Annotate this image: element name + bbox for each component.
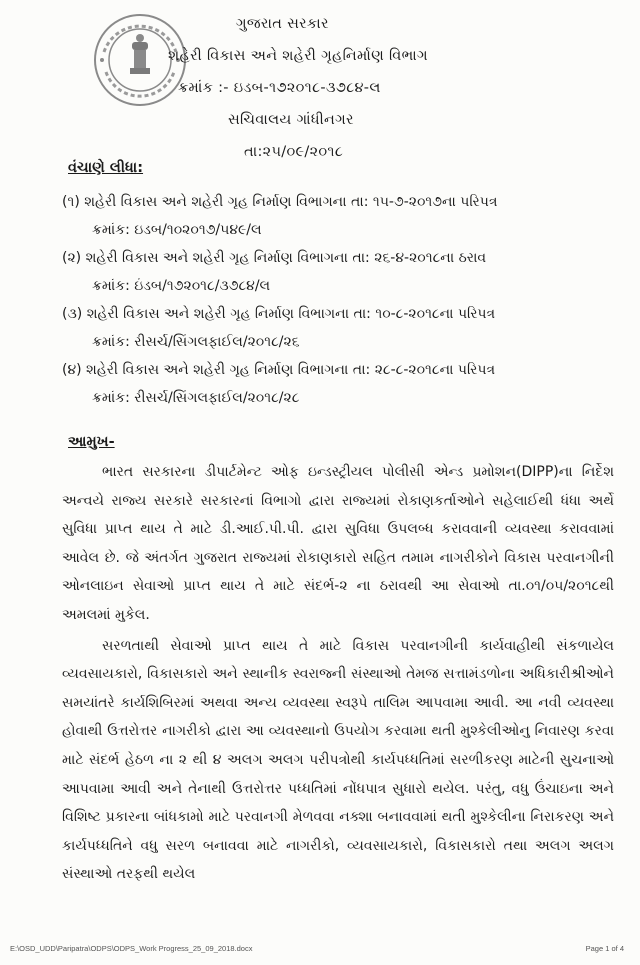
issue-place: સચિવાલય ગાંધીનગર bbox=[228, 112, 354, 128]
reference-item bbox=[62, 356, 622, 412]
government-name: ગુજરાત સરકાર bbox=[236, 16, 329, 32]
preamble-heading: આમુખ- bbox=[68, 434, 115, 450]
order-number: ક્રમાંક :- ઇડબ-૧૭૨૦૧૮-૩૭૮૪-લ bbox=[178, 80, 381, 96]
preamble-paragraph-1: ભારત સરકારના ડીપાર્ટમેન્ટ ઓફ ઇન્ડસ્ટ્રીયલ પોલીસી એન્ડ પ્રમોશન(DIPP)ના નિર્દેશ અન્વયે રાજ્ય સરકારે સરકારનાં વિભાગો દ્વારા રાજ્યમાં રોકાણકર્તાઓને સહેલાઈથી ધંધા અર્થે સુવિધા પ્રાપ્ત થાય તે માટે ડી.આઈ.પી.પી. દ્વારા સુવિધા ઉપલબ્ધ કરાવવાની વ્યવસ્થા કરાવવામાં આવેલ છે. જે અંતર્ગત ગુજરાત રાજ્યમાં રોકાણકારો સહિત તમામ નાગરીકોને વિકાસ પરવાનગીની ઓનલાઇન સેવાઓ પ્રાપ્ત થાય તે માટે સંદર્ભ-૨ ના ઠરાવથી આ સેવાઓ તા.૦૧/૦૫/૨૦૧૮થી અમલમાં મુકેલ. bbox=[62, 464, 614, 623]
reference-title: (૧) શહેરી વિકાસ અને શહેરી ગૃહ નિર્માણ વિભાગના તા: ૧૫-૭-૨૦૧૭ના પરિપત્ર bbox=[62, 194, 498, 210]
footer-file-path: E:\OSD_UDD\Paripatra\ODPS\ODPS_Work Progress_25_09_2018.docx bbox=[10, 944, 253, 953]
references-list bbox=[62, 188, 622, 412]
reference-number: ક્રમાંક: ઇંડબ/૧૭૨૦૧૮/૩૭૮૪/લ bbox=[92, 278, 271, 294]
reference-item bbox=[62, 300, 622, 356]
preamble-body bbox=[62, 458, 614, 889]
department-name: શહેરી વિકાસ અને શહેરી ગૃહનિર્માણ વિભાગ bbox=[168, 48, 428, 64]
issue-date: તા:૨૫/૦૯/૨૦૧૮ bbox=[244, 144, 344, 160]
reference-number: ક્રમાંક: ઇડબ/૧૦૨૦૧૭/૫૪૯/લ bbox=[92, 222, 262, 238]
reference-item bbox=[62, 188, 622, 244]
preamble-paragraph-2: સરળતાથી સેવાઓ પ્રાપ્ત થાય તે માટે વિકાસ પરવાનગીની કાર્યવાહીથી સંકળાયેલ વ્યવસાયકારો, વિકાસકારો અને સ્થાનીક સ્વરાજ્ની સંસ્થાઓ તેમજ સત્તામંડળોના અધિકારીશ્રીઓને સમયાંતરે કાર્યશિબિરમાં અથવા અન્ય વ્યવસ્થા સ્વરૂપે તાલિમ આપવામા આવી. આ નવી વ્યવસ્થા હોવાથી ઉત્તરોત્તર નાગરીકો દ્વારા આ વ્યવસ્થાનો ઉપયોગ કરવામા થતી મુશ્કેલીઓનુ નિવારણ કરવા માટે સંદર્ભ હેઠળ ના ૨ થી ૪ અલગ અલગ પરીપત્રોથી કાર્યપધ્ધતિમાં સરળીકરણ માટેની સુચનાઓ આપવામા આવી અને તેનાથી ઉત્તરોત્તર પધ્ધતિમાં નોંધપાત્ર સુધારો થયેલ. પરંતુ, વધુ ઉંચાઇના અને વિશિષ્ટ પ્રકારના બાંધકામો માટે પરવાનગી મેળવવા નક્શા બનાવવામાં થતી મુશ્કેલીના નિરાકરણ અને કાર્યપધ્ધતિને વધુ સરળ બનાવવા માટે નાગરીકો, વ્યવસાયકારો, વિકાસકારો તથા અલગ અલગ સંસ્થાઓ તરફથી થયેલ bbox=[62, 637, 614, 883]
references-heading: વંચાણે લીધા: bbox=[68, 160, 144, 176]
reference-number: ક્રમાંક: રીસર્ચ/સિંગલફાઈલ/૨૦૧૮/૨૬ bbox=[92, 334, 300, 350]
footer-page-number: Page 1 of 4 bbox=[585, 944, 624, 953]
reference-title: (૨) શહેરી વિકાસ અને શહેરી ગૃહ નિર્માણ વિભાગના તા: ૨૬-૪-૨૦૧૮ના ઠરાવ bbox=[62, 250, 487, 266]
reference-title: (૩) શહેરી વિકાસ અને શહેરી ગૃહ નિર્માણ વિભાગના તા: ૧૦-૮-૨૦૧૮ના પરિપત્ર bbox=[62, 306, 496, 322]
reference-title: (૪) શહેરી વિકાસ અને શહેરી ગૃહ નિર્માણ વિભાગના તા: ૨૮-૮-૨૦૧૮ના પરિપત્ર bbox=[62, 362, 496, 378]
reference-item bbox=[62, 244, 622, 300]
reference-number: ક્રમાંક: રીસર્ચ/સિંગલફાઈલ/૨૦૧૮/૨૮ bbox=[92, 390, 300, 406]
